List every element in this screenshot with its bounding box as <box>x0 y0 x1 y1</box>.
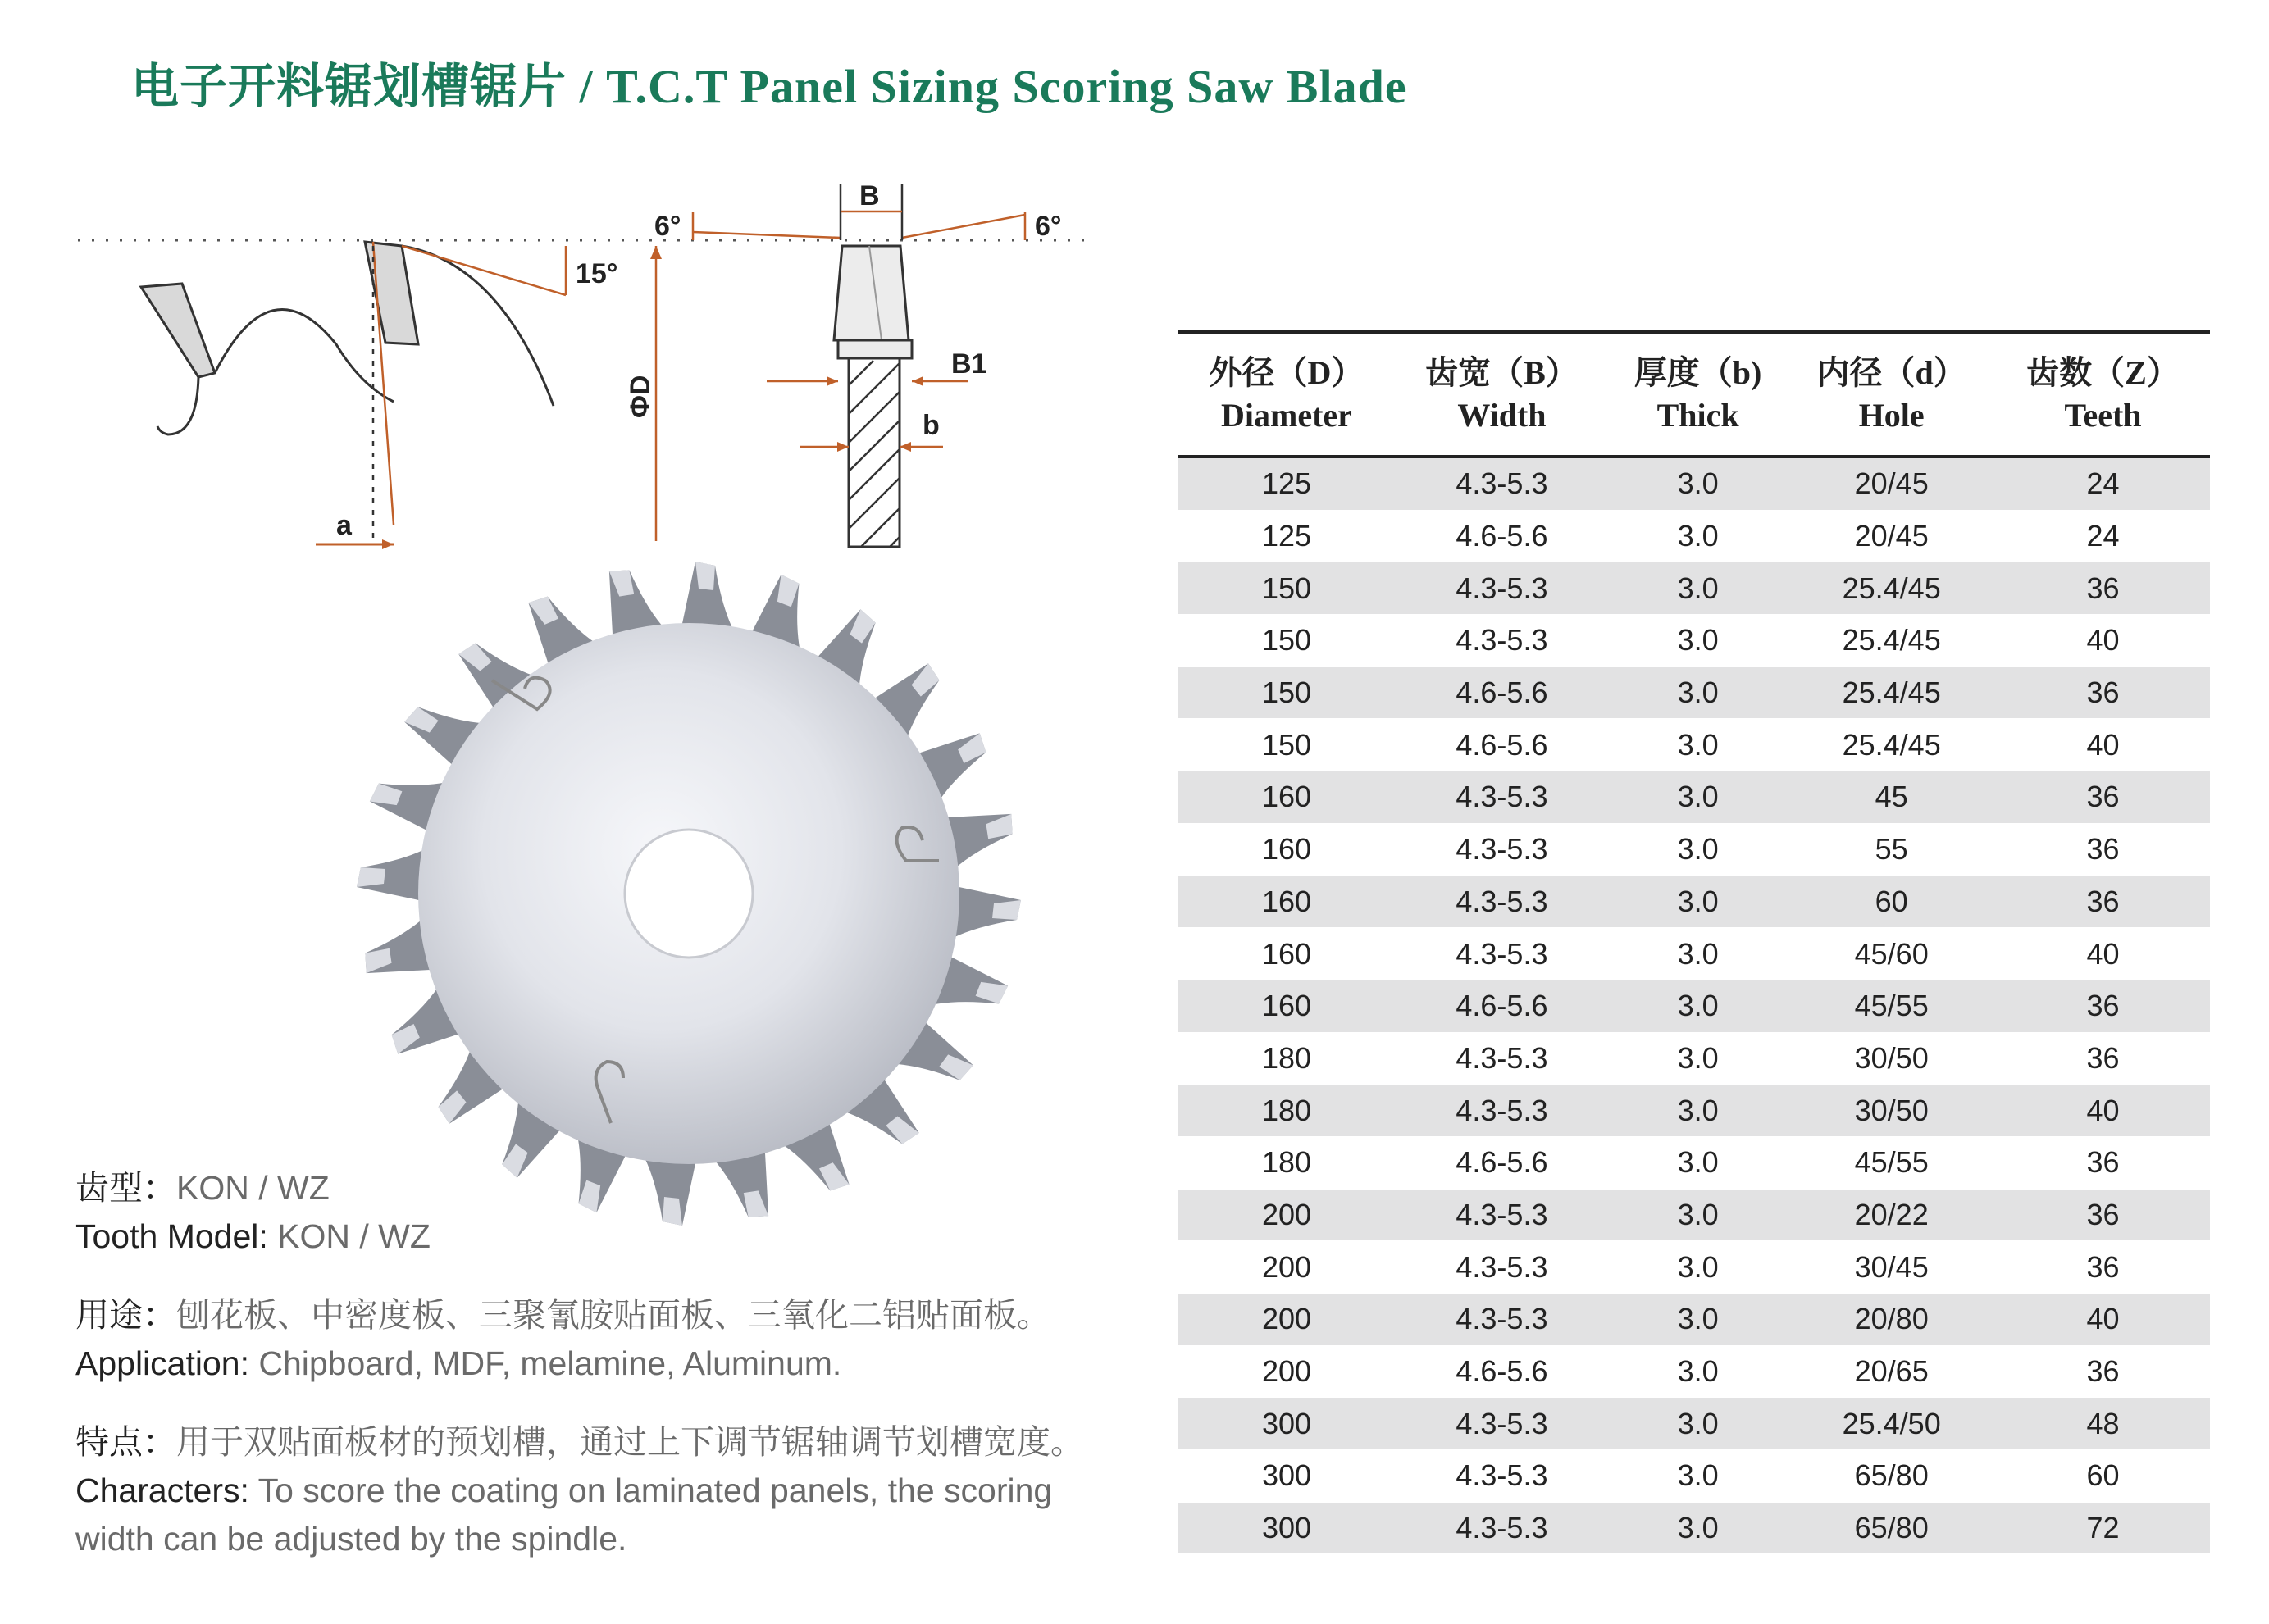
table-cell: 48 <box>1996 1398 2210 1450</box>
table-cell: 4.6-5.6 <box>1395 980 1609 1032</box>
table-cell: 300 <box>1178 1502 1395 1554</box>
blade-tooth <box>951 885 1021 939</box>
table-cell: 160 <box>1178 771 1395 824</box>
table-cell: 3.0 <box>1609 771 1787 824</box>
table-cell: 4.6-5.6 <box>1395 1345 1609 1398</box>
table-cell: 150 <box>1178 666 1395 719</box>
application-cn-label: 用途： <box>75 1296 176 1334</box>
table-cell: 3.0 <box>1609 1502 1787 1554</box>
table-cell: 200 <box>1178 1241 1395 1294</box>
table-row <box>1178 876 2210 928</box>
table-cell: 4.6-5.6 <box>1395 666 1609 719</box>
table-cell: 25.4/45 <box>1787 666 1996 719</box>
page-title: 电子开料锯划槽锯片 / T.C.T Panel Sizing Scoring Saw Blade <box>131 60 1407 113</box>
table-cell: 200 <box>1178 1345 1395 1398</box>
table-cell: 36 <box>1996 1345 2210 1398</box>
table-cell: 24 <box>1996 457 2210 510</box>
table-row <box>1178 1502 2210 1554</box>
table-cell: 36 <box>1996 1241 2210 1294</box>
table-cell: 36 <box>1996 876 2210 928</box>
table-cell: 4.3-5.3 <box>1395 1189 1609 1241</box>
tooth-model-cn-label: 齿型： <box>75 1169 176 1207</box>
table-cell: 3.0 <box>1609 1345 1787 1398</box>
table-cell: 4.3-5.3 <box>1395 1241 1609 1294</box>
table-row <box>1178 771 2210 824</box>
diameter-label: ΦD <box>625 375 656 418</box>
specs-table-body <box>1178 457 2210 1554</box>
table-row <box>1178 719 2210 771</box>
table-cell: 300 <box>1178 1398 1395 1450</box>
table-row <box>1178 1294 2210 1346</box>
table-cell: 200 <box>1178 1189 1395 1241</box>
table-cell: 180 <box>1178 1032 1395 1085</box>
table-cell: 60 <box>1787 876 1996 928</box>
table-cell: 3.0 <box>1609 719 1787 771</box>
blade-tooth <box>644 1156 697 1226</box>
table-cell: 180 <box>1178 1136 1395 1189</box>
table-row <box>1178 1398 2210 1450</box>
table-cell: 4.3-5.3 <box>1395 1398 1609 1450</box>
table-cell: 300 <box>1178 1450 1395 1503</box>
table-cell: 24 <box>1996 510 2210 562</box>
table-cell: 25.4/45 <box>1787 562 1996 615</box>
table-row <box>1178 1189 2210 1241</box>
table-cell: 36 <box>1996 562 2210 615</box>
table-row <box>1178 928 2210 980</box>
characters-en-value: To score the coating on laminated panels, the scoring <box>257 1472 1053 1509</box>
tooth-model-block <box>75 1164 431 1261</box>
table-cell: 150 <box>1178 562 1395 615</box>
application-block <box>75 1291 1050 1388</box>
table-cell: 4.6-5.6 <box>1395 1136 1609 1189</box>
center-hole <box>625 830 753 958</box>
hook-label: a <box>336 510 352 541</box>
width-top-label: B <box>859 180 880 212</box>
table-cell: 3.0 <box>1609 876 1787 928</box>
table-cell: 160 <box>1178 823 1395 876</box>
table-row <box>1178 510 2210 562</box>
table-cell: 20/65 <box>1787 1345 1996 1398</box>
header-teeth: 齿数（Z） Teeth <box>1996 332 2210 457</box>
table-cell: 4.3-5.3 <box>1395 1450 1609 1503</box>
thickness-label: b <box>923 410 940 441</box>
table-cell: 150 <box>1178 615 1395 667</box>
table-row <box>1178 1085 2210 1137</box>
tooth-geometry-diagram <box>0 164 1132 557</box>
width-mid-label: B1 <box>951 348 987 380</box>
table-cell: 40 <box>1996 1085 2210 1137</box>
table-cell: 36 <box>1996 771 2210 824</box>
characters-cn-label: 特点： <box>75 1423 176 1461</box>
table-cell: 3.0 <box>1609 562 1787 615</box>
table-cell: 200 <box>1178 1294 1395 1346</box>
table-cell: 4.3-5.3 <box>1395 928 1609 980</box>
table-row <box>1178 1136 2210 1189</box>
characters-en-label: Characters: <box>75 1472 258 1509</box>
table-cell: 60 <box>1996 1450 2210 1503</box>
angle-right-label: 6° <box>1035 211 1062 242</box>
specs-table <box>1178 330 2210 1554</box>
table-cell: 160 <box>1178 980 1395 1032</box>
blade-body-section <box>849 358 900 547</box>
header-diameter: 外径（D） Diameter <box>1178 332 1395 457</box>
table-cell: 45/55 <box>1787 1136 1996 1189</box>
blade-tooth <box>357 848 426 902</box>
table-cell: 36 <box>1996 1189 2210 1241</box>
table-row <box>1178 823 2210 876</box>
table-row <box>1178 1450 2210 1503</box>
table-cell: 45/55 <box>1787 980 1996 1032</box>
table-cell: 65/80 <box>1787 1502 1996 1554</box>
table-cell: 3.0 <box>1609 615 1787 667</box>
table-cell: 4.3-5.3 <box>1395 1032 1609 1085</box>
table-cell: 125 <box>1178 457 1395 510</box>
angle-left-label: 6° <box>654 211 681 242</box>
table-row <box>1178 666 2210 719</box>
saw-blade-image <box>328 557 1050 1238</box>
table-cell: 150 <box>1178 719 1395 771</box>
table-cell: 25.4/50 <box>1787 1398 1996 1450</box>
table-cell: 20/80 <box>1787 1294 1996 1346</box>
blade-tooth <box>681 562 734 631</box>
header-hole: 内径（d） Hole <box>1787 332 1996 457</box>
table-cell: 3.0 <box>1609 1136 1787 1189</box>
table-cell: 36 <box>1996 1136 2210 1189</box>
table-cell: 40 <box>1996 615 2210 667</box>
application-cn-value: 刨花板、中密度板、三聚氰胺贴面板、三氧化二铝贴面板。 <box>176 1296 1050 1334</box>
header-width: 齿宽（B） Width <box>1395 332 1609 457</box>
table-cell: 25.4/45 <box>1787 615 1996 667</box>
table-row <box>1178 1241 2210 1294</box>
table-cell: 4.3-5.3 <box>1395 1502 1609 1554</box>
table-cell: 4.3-5.3 <box>1395 457 1609 510</box>
tooth-model-en-label: Tooth Model: <box>75 1217 278 1255</box>
table-cell: 4.3-5.3 <box>1395 562 1609 615</box>
table-cell: 30/50 <box>1787 1032 1996 1085</box>
table-cell: 3.0 <box>1609 1398 1787 1450</box>
characters-en-value-2: width can be adjusted by the spindle. <box>75 1520 627 1558</box>
table-cell: 3.0 <box>1609 1450 1787 1503</box>
table-row <box>1178 1345 2210 1398</box>
table-cell: 65/80 <box>1787 1450 1996 1503</box>
table-cell: 36 <box>1996 823 2210 876</box>
table-cell: 4.3-5.3 <box>1395 1085 1609 1137</box>
table-cell: 36 <box>1996 1032 2210 1085</box>
characters-cn-value: 用于双贴面板材的预划槽，通过上下调节锯轴调节划槽宽度。 <box>176 1423 1084 1461</box>
application-en-value: Chipboard, MDF, melamine, Aluminum. <box>258 1344 842 1382</box>
table-cell: 40 <box>1996 928 2210 980</box>
tooth-model-cn-value: KON / WZ <box>176 1169 330 1207</box>
table-cell: 20/45 <box>1787 510 1996 562</box>
table-cell: 3.0 <box>1609 510 1787 562</box>
tooth-angle-label: 15° <box>576 258 618 289</box>
table-cell: 160 <box>1178 928 1395 980</box>
table-header-row <box>1178 332 2210 457</box>
table-row <box>1178 615 2210 667</box>
table-cell: 4.6-5.6 <box>1395 510 1609 562</box>
table-cell: 36 <box>1996 666 2210 719</box>
table-cell: 4.3-5.3 <box>1395 823 1609 876</box>
table-cell: 30/45 <box>1787 1241 1996 1294</box>
tooth-left <box>141 284 215 377</box>
table-cell: 3.0 <box>1609 980 1787 1032</box>
table-cell: 180 <box>1178 1085 1395 1137</box>
header-thick: 厚度（b) Thick <box>1609 332 1787 457</box>
table-cell: 4.3-5.3 <box>1395 876 1609 928</box>
table-cell: 3.0 <box>1609 823 1787 876</box>
table-cell: 3.0 <box>1609 1032 1787 1085</box>
table-cell: 20/45 <box>1787 457 1996 510</box>
table-row <box>1178 562 2210 615</box>
table-cell: 36 <box>1996 980 2210 1032</box>
table-row <box>1178 457 2210 510</box>
table-cell: 45/60 <box>1787 928 1996 980</box>
table-cell: 3.0 <box>1609 457 1787 510</box>
table-cell: 45 <box>1787 771 1996 824</box>
table-row <box>1178 1032 2210 1085</box>
table-cell: 55 <box>1787 823 1996 876</box>
table-cell: 4.3-5.3 <box>1395 615 1609 667</box>
table-cell: 30/50 <box>1787 1085 1996 1137</box>
table-cell: 3.0 <box>1609 1294 1787 1346</box>
table-row <box>1178 980 2210 1032</box>
table-cell: 40 <box>1996 719 2210 771</box>
table-cell: 3.0 <box>1609 1189 1787 1241</box>
table-cell: 4.6-5.6 <box>1395 719 1609 771</box>
table-cell: 72 <box>1996 1502 2210 1554</box>
application-en-label: Application: <box>75 1344 259 1382</box>
table-cell: 40 <box>1996 1294 2210 1346</box>
table-cell: 3.0 <box>1609 1241 1787 1294</box>
table-cell: 4.3-5.3 <box>1395 1294 1609 1346</box>
characters-block <box>75 1418 1084 1563</box>
table-cell: 4.3-5.3 <box>1395 771 1609 824</box>
table-cell: 125 <box>1178 510 1395 562</box>
table-cell: 25.4/45 <box>1787 719 1996 771</box>
table-cell: 3.0 <box>1609 666 1787 719</box>
table-cell: 20/22 <box>1787 1189 1996 1241</box>
tooth-model-en-value: KON / WZ <box>277 1217 431 1255</box>
table-cell: 3.0 <box>1609 928 1787 980</box>
table-cell: 3.0 <box>1609 1085 1787 1137</box>
table-cell: 160 <box>1178 876 1395 928</box>
